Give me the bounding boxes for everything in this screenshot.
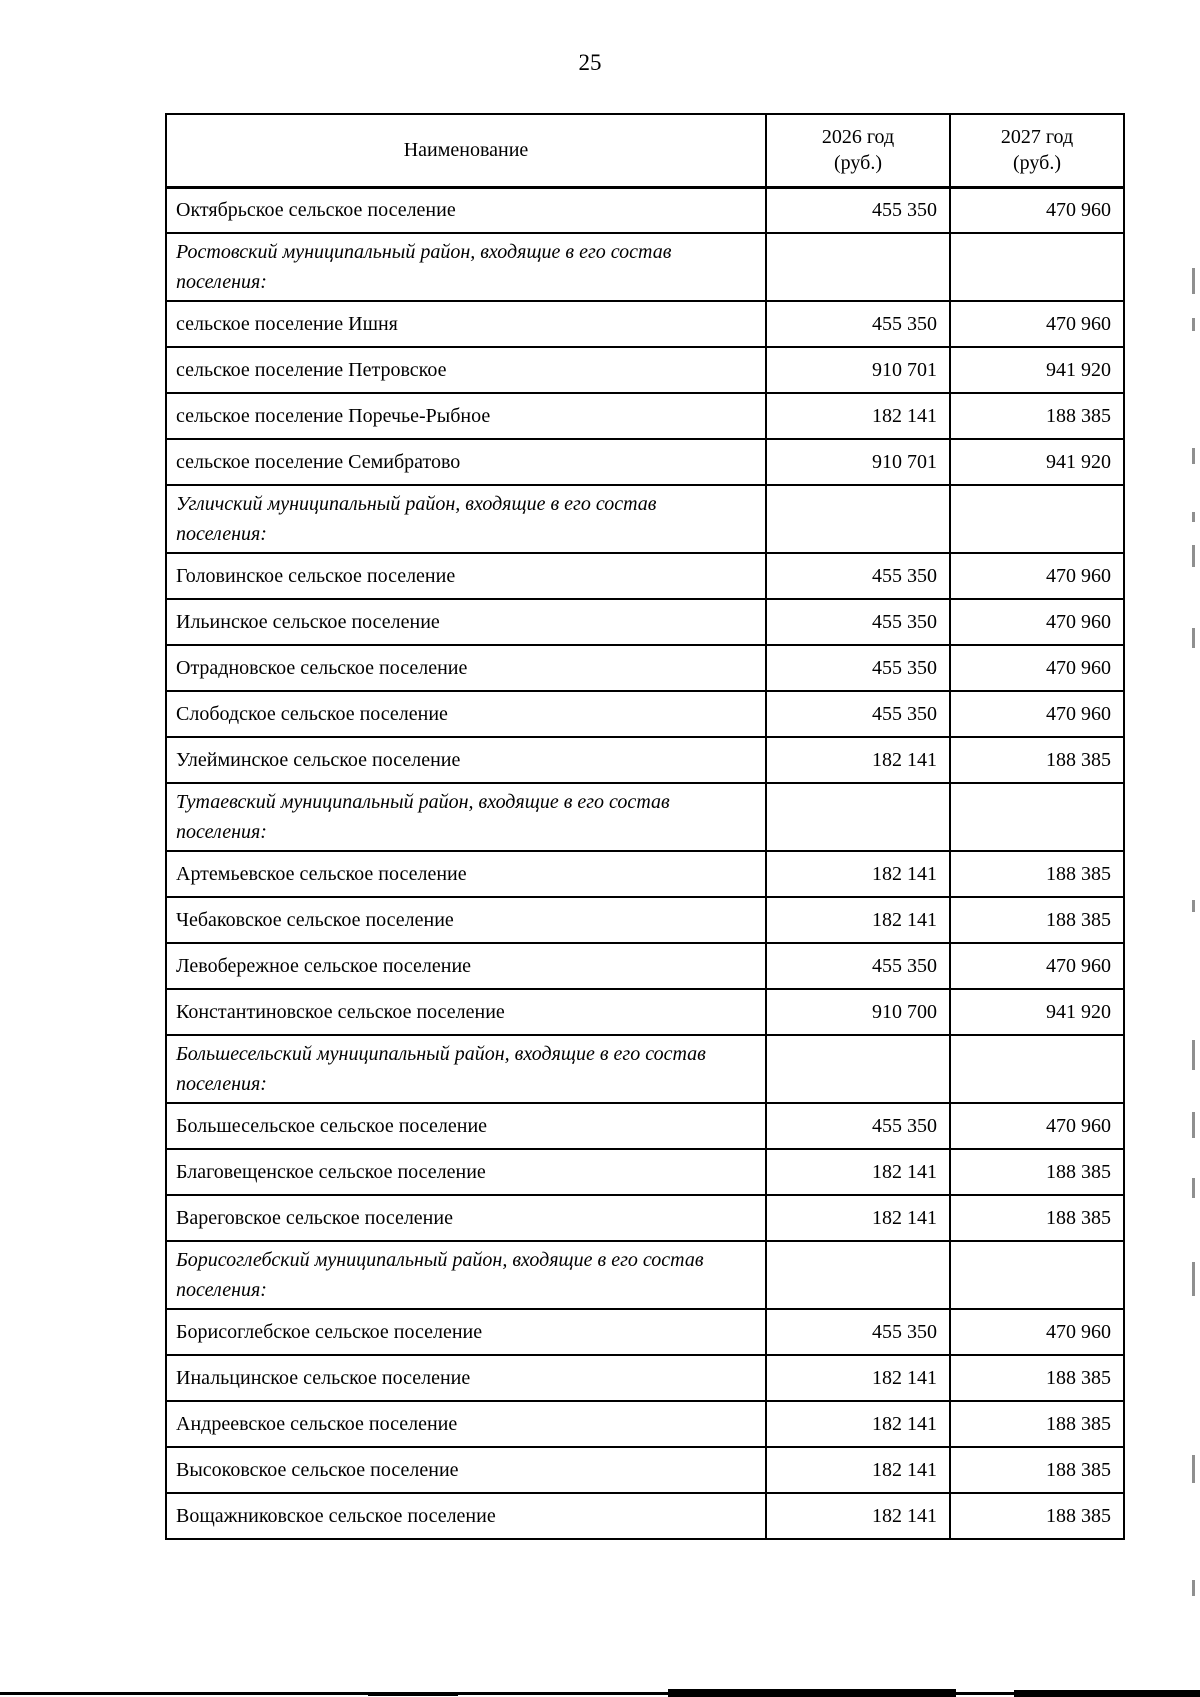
cell-2026	[766, 1241, 950, 1309]
section-title-cell	[166, 485, 766, 553]
table-row	[166, 1309, 1124, 1355]
cell-2026	[766, 783, 950, 851]
cell-name: Левобережное сельское поселение	[166, 943, 766, 989]
cell-2026: 182 141	[766, 897, 950, 943]
cell-2027: 188 385	[950, 897, 1124, 943]
cell-2026: 182 141	[766, 393, 950, 439]
cell-2026: 182 141	[766, 1355, 950, 1401]
cell-2027: 941 920	[950, 439, 1124, 485]
cell-name: сельское поселение Ишня	[166, 301, 766, 347]
section-title-text: Ростовский муниципальный район, входящие в его состав поселения:	[176, 241, 672, 293]
table-row	[166, 1149, 1124, 1195]
cell-2027	[950, 233, 1124, 301]
cell-name: Ильинское сельское поселение	[166, 599, 766, 645]
table-row	[166, 439, 1124, 485]
column-header-2026	[766, 114, 950, 187]
cell-name: сельское поселение Петровское	[166, 347, 766, 393]
scan-artifact	[1192, 900, 1195, 912]
cell-name: Головинское сельское поселение	[166, 553, 766, 599]
scan-artifact	[1192, 448, 1195, 464]
cell-2027: 470 960	[950, 1103, 1124, 1149]
column-header-name: Наименование	[166, 114, 766, 187]
scan-artifact	[1192, 268, 1195, 294]
cell-2026: 455 350	[766, 553, 950, 599]
section-title-cell	[166, 783, 766, 851]
page-number: 25	[578, 50, 602, 75]
cell-name: Большесельское сельское поселение	[166, 1103, 766, 1149]
scan-artifact	[1192, 1580, 1195, 1596]
cell-2027: 188 385	[950, 1195, 1124, 1241]
cell-2027: 188 385	[950, 1401, 1124, 1447]
cell-2026	[766, 485, 950, 553]
table-row	[166, 1355, 1124, 1401]
table-row	[166, 553, 1124, 599]
cell-2026: 910 701	[766, 439, 950, 485]
cell-2027: 470 960	[950, 645, 1124, 691]
cell-2026: 455 350	[766, 943, 950, 989]
scan-artifact	[1192, 1455, 1195, 1483]
cell-2026: 182 141	[766, 1401, 950, 1447]
table-row	[166, 1401, 1124, 1447]
cell-2027	[950, 1035, 1124, 1103]
cell-2026: 910 701	[766, 347, 950, 393]
cell-2027: 188 385	[950, 851, 1124, 897]
table-row	[166, 645, 1124, 691]
cell-name: Слободское сельское поселение	[166, 691, 766, 737]
column-header-2026-unit: (руб.)	[834, 152, 882, 175]
scan-artifact	[1192, 1040, 1195, 1070]
section-row	[166, 1241, 1124, 1309]
cell-name: сельское поселение Поречье-Рыбное	[166, 393, 766, 439]
cell-2026: 455 350	[766, 301, 950, 347]
scan-artifact	[1192, 318, 1195, 331]
cell-2027: 470 960	[950, 943, 1124, 989]
cell-2027: 470 960	[950, 187, 1124, 233]
cell-2027: 470 960	[950, 553, 1124, 599]
cell-2027: 941 920	[950, 347, 1124, 393]
cell-2026: 455 350	[766, 1309, 950, 1355]
table-row	[166, 347, 1124, 393]
cell-2026: 455 350	[766, 1103, 950, 1149]
cell-2027: 188 385	[950, 1149, 1124, 1195]
cell-2026: 182 141	[766, 851, 950, 897]
cell-name: Улейминское сельское поселение	[166, 737, 766, 783]
table-row	[166, 897, 1124, 943]
cell-2027: 188 385	[950, 1355, 1124, 1401]
cell-2027: 470 960	[950, 1309, 1124, 1355]
section-row	[166, 485, 1124, 553]
cell-2026	[766, 233, 950, 301]
cell-name: Благовещенское сельское поселение	[166, 1149, 766, 1195]
section-title-text: Борисоглебский муниципальный район, входящие в его состав поселения:	[176, 1249, 704, 1301]
column-header-2027-year: 2027 год	[1000, 126, 1074, 149]
cell-2026: 455 350	[766, 645, 950, 691]
section-row	[166, 1035, 1124, 1103]
scan-bottom-edge	[0, 1688, 1200, 1697]
table-row	[166, 691, 1124, 737]
cell-2026: 455 350	[766, 599, 950, 645]
table-row	[166, 851, 1124, 897]
cell-2027: 188 385	[950, 737, 1124, 783]
cell-2027: 470 960	[950, 599, 1124, 645]
cell-2027	[950, 485, 1124, 553]
scan-bottom-blotch	[668, 1689, 956, 1697]
header-row	[166, 114, 1124, 187]
cell-2026: 182 141	[766, 1447, 950, 1493]
cell-2026: 910 700	[766, 989, 950, 1035]
table-row	[166, 1195, 1124, 1241]
cell-name: Борисоглебское сельское поселение	[166, 1309, 766, 1355]
scan-artifact	[1192, 1178, 1195, 1198]
cell-name: Константиновское сельское поселение	[166, 989, 766, 1035]
budget-table	[165, 113, 1125, 1540]
scan-artifact	[1192, 628, 1195, 648]
cell-2026: 182 141	[766, 1493, 950, 1539]
cell-2027: 941 920	[950, 989, 1124, 1035]
column-header-2027-unit: (руб.)	[1013, 152, 1061, 175]
scan-artifact	[1192, 545, 1195, 567]
cell-2026: 182 141	[766, 737, 950, 783]
cell-name: Вареговское сельское поселение	[166, 1195, 766, 1241]
table-row	[166, 1103, 1124, 1149]
cell-2026: 455 350	[766, 187, 950, 233]
cell-name: Октябрьское сельское поселение	[166, 187, 766, 233]
cell-2026: 182 141	[766, 1149, 950, 1195]
cell-2026	[766, 1035, 950, 1103]
cell-2027: 470 960	[950, 301, 1124, 347]
cell-name: Андреевское сельское поселение	[166, 1401, 766, 1447]
section-title-text: Большесельский муниципальный район, входящие в его состав поселения:	[176, 1043, 706, 1095]
section-title-cell	[166, 1241, 766, 1309]
section-title-cell	[166, 1035, 766, 1103]
cell-2027: 188 385	[950, 393, 1124, 439]
cell-2027: 188 385	[950, 1493, 1124, 1539]
cell-name: Высоковское сельское поселение	[166, 1447, 766, 1493]
cell-name: сельское поселение Семибратово	[166, 439, 766, 485]
table-row	[166, 187, 1124, 233]
cell-2027: 188 385	[950, 1447, 1124, 1493]
table-body	[166, 187, 1124, 1539]
scan-bottom-blotch	[1014, 1690, 1200, 1697]
cell-2026: 455 350	[766, 691, 950, 737]
cell-name: Чебаковское сельское поселение	[166, 897, 766, 943]
table-row	[166, 1447, 1124, 1493]
table-row	[166, 989, 1124, 1035]
cell-name: Инальцинское сельское поселение	[166, 1355, 766, 1401]
cell-2027	[950, 1241, 1124, 1309]
cell-2027	[950, 783, 1124, 851]
section-title-text: Тутаевский муниципальный район, входящие в его состав поселения:	[176, 791, 670, 843]
column-header-2027	[950, 114, 1124, 187]
table-row	[166, 943, 1124, 989]
table-row	[166, 737, 1124, 783]
cell-2026: 182 141	[766, 1195, 950, 1241]
scan-artifact	[1192, 512, 1195, 522]
table-row	[166, 393, 1124, 439]
column-header-2026-year: 2026 год	[821, 126, 895, 149]
section-row	[166, 783, 1124, 851]
scan-bottom-blotch	[368, 1693, 458, 1696]
cell-name: Отрадновское сельское поселение	[166, 645, 766, 691]
section-title-text: Угличский муниципальный район, входящие в его состав поселения:	[176, 493, 657, 545]
scan-artifact	[1192, 1262, 1195, 1296]
table-row	[166, 301, 1124, 347]
table-row	[166, 1493, 1124, 1539]
table-row	[166, 599, 1124, 645]
cell-name: Артемьевское сельское поселение	[166, 851, 766, 897]
section-row	[166, 233, 1124, 301]
scan-artifact	[1192, 1112, 1195, 1138]
section-title-cell	[166, 233, 766, 301]
cell-name: Вощажниковское сельское поселение	[166, 1493, 766, 1539]
cell-2027: 470 960	[950, 691, 1124, 737]
